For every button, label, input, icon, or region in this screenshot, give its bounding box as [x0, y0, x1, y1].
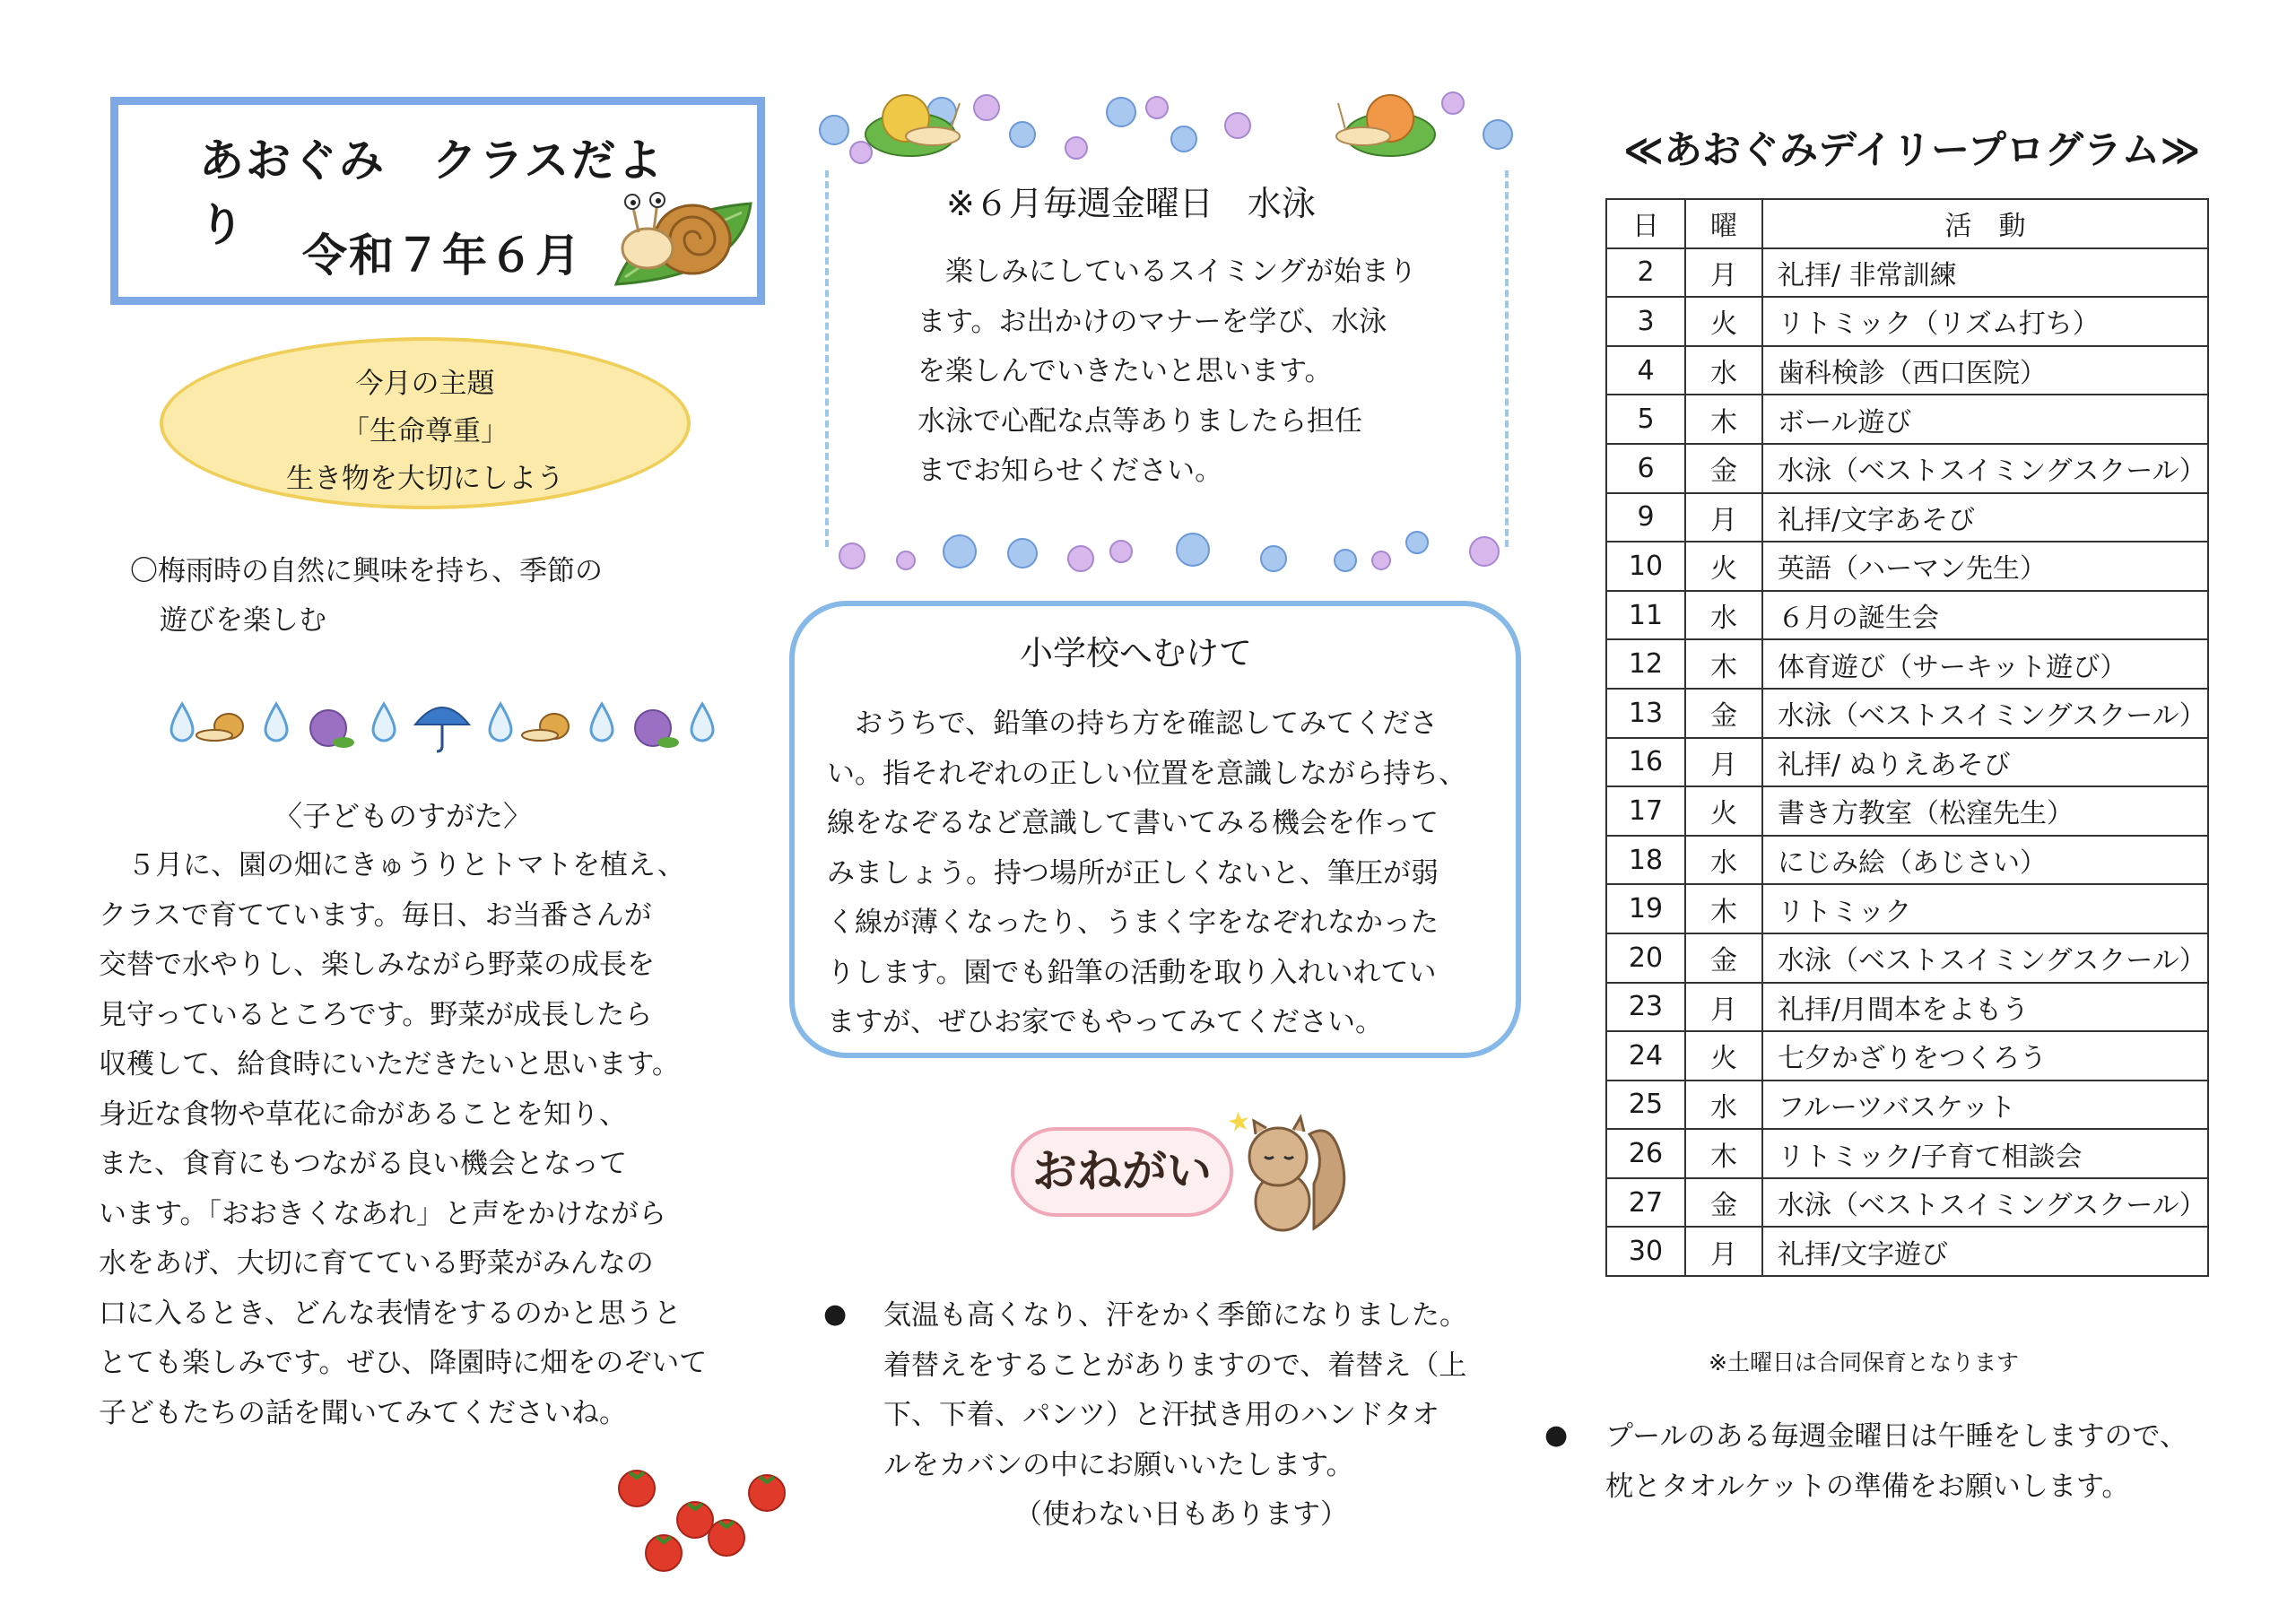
- paragraph-line: 着替えをすることがありますので、着替え（上: [883, 1349, 1467, 1382]
- row-activity: 礼拝/月間本をよもう: [1762, 983, 2208, 1032]
- row-weekday: 月: [1685, 493, 1762, 542]
- table-row: [1606, 1031, 2208, 1081]
- header-day: 日: [1606, 199, 1685, 248]
- row-day: 5: [1606, 395, 1685, 444]
- row-day: 3: [1606, 297, 1685, 346]
- paragraph-line: います。「おおきくなあれ」と声をかけながら: [99, 1197, 667, 1230]
- row-weekday: 金: [1685, 444, 1762, 493]
- row-weekday: 月: [1685, 248, 1762, 298]
- table-row: [1606, 786, 2208, 836]
- paragraph-line: ます。お出かけのマナーを学び、水泳: [918, 305, 1387, 338]
- row-day: 19: [1606, 884, 1685, 933]
- table-row: [1606, 1081, 2208, 1130]
- row-weekday: 火: [1685, 1031, 1762, 1081]
- table-row: [1606, 884, 2208, 933]
- raindrop-icon: [591, 704, 613, 741]
- table-row: [1606, 836, 2208, 885]
- row-activity: 礼拝/文字あそび: [1762, 493, 2208, 542]
- paragraph-line: 収穫して、給食時にいただきたいと思います。: [99, 1048, 680, 1081]
- row-weekday: 火: [1685, 786, 1762, 836]
- table-row: [1606, 248, 2208, 298]
- row-activity: リトミック（リズム打ち）: [1762, 297, 2208, 346]
- row-activity: にじみ絵（あじさい）: [1762, 836, 2208, 885]
- row-weekday: 金: [1685, 933, 1762, 983]
- row-day: 30: [1606, 1227, 1685, 1276]
- cherry-tomatoes-icon: [610, 1453, 798, 1587]
- swim-heading: ※６月毎週金曜日 水泳: [946, 184, 1316, 223]
- raindrop-icon: [373, 704, 395, 741]
- paragraph-line: 下、下着、パンツ）と汗拭き用のハンドタオ: [883, 1399, 1439, 1431]
- row-day: 9: [1606, 493, 1685, 542]
- schedule-title: ≪あおぐみデイリープログラム≫: [1623, 128, 2201, 173]
- row-day: 16: [1606, 738, 1685, 787]
- request-bullet: ●: [823, 1298, 848, 1330]
- paragraph-line: 枕とタオルケットの準備をお願いします。: [1605, 1470, 2130, 1503]
- request-paragraph: [883, 1291, 1467, 1541]
- row-activity: 歯科検診（西口医院）: [1762, 346, 2208, 395]
- paragraph-line: 線をなぞるなど意識して書いてみる機会を作って: [827, 807, 1439, 839]
- row-day: 24: [1606, 1031, 1685, 1081]
- paragraph-line: く線が薄くなったり、うまく字をなぞれなかった: [827, 907, 1439, 939]
- snail-icon: [522, 714, 569, 741]
- table-row: [1606, 542, 2208, 591]
- goal-line-1: 〇梅雨時の自然に興味を持ち、季節の: [130, 555, 603, 587]
- table-row: [1606, 983, 2208, 1032]
- umbrella-icon: [415, 707, 469, 751]
- paragraph-line: を楽しんでいきたいと思います。: [918, 355, 1333, 387]
- children-paragraph: [99, 841, 707, 1438]
- table-row: [1606, 1227, 2208, 1276]
- theme-heading: 今月の主題: [355, 368, 495, 400]
- saturday-note: ※土曜日は合同保育となります: [1709, 1350, 2019, 1376]
- row-weekday: 水: [1685, 836, 1762, 885]
- row-weekday: 火: [1685, 297, 1762, 346]
- row-day: 11: [1606, 591, 1685, 640]
- newsletter-date: 令和７年６月: [302, 230, 582, 282]
- paragraph-line: 気温も高くなり、汗をかく季節になりました。: [883, 1299, 1467, 1332]
- raindrop-icon: [691, 704, 713, 741]
- title-box: [110, 97, 765, 305]
- row-day: 26: [1606, 1129, 1685, 1178]
- paragraph-line: プールのある毎週金曜日は午睡をしますので、: [1605, 1420, 2187, 1453]
- paragraph-line: ますが、ぜひお家でもやってみてください。: [827, 1006, 1383, 1038]
- paragraph-line: 水泳で心配な点等ありましたら担任: [918, 404, 1362, 438]
- row-activity: 水泳（ベストスイミングスクール）: [1762, 1178, 2208, 1228]
- hydrangea-icon: [310, 710, 354, 748]
- paragraph-line: までお知らせください。: [918, 455, 1223, 487]
- row-weekday: 木: [1685, 1129, 1762, 1178]
- table-row: [1606, 493, 2208, 542]
- request-badge: おねがい: [1011, 1127, 1233, 1217]
- rain-decoration-row: [164, 690, 720, 753]
- paragraph-line: クラスで育てています。毎日、お当番さんが: [99, 898, 652, 932]
- row-weekday: 水: [1685, 591, 1762, 640]
- row-day: 10: [1606, 542, 1685, 591]
- row-day: 6: [1606, 444, 1685, 493]
- paragraph-line: 見守っているところです。野菜が成長したら: [99, 998, 653, 1031]
- row-day: 12: [1606, 639, 1685, 689]
- row-weekday: 水: [1685, 346, 1762, 395]
- paragraph-line: また、食育にもつながる良い機会となって: [99, 1148, 627, 1180]
- paragraph-line: りします。園でも鉛筆の活動を取り入れいれてい: [827, 956, 1437, 989]
- newsletter-title: あおぐみ クラスだより: [199, 135, 665, 251]
- row-activity: 水泳（ベストスイミングスクール）: [1762, 689, 2208, 738]
- table-row: [1606, 689, 2208, 738]
- table-row: [1606, 738, 2208, 787]
- row-activity: 書き方教室（松窪先生）: [1762, 786, 2208, 836]
- paragraph-line: 子どもたちの話を聞いてみてくださいね。: [99, 1396, 627, 1429]
- snail-on-leaf-icon: [607, 177, 760, 293]
- swim-paragraph: [918, 247, 1417, 497]
- table-row: [1606, 395, 2208, 444]
- schedule-table: [1605, 198, 2209, 1277]
- row-activity: ボール遊び: [1762, 395, 2208, 444]
- hydrangea-bottom-border: [825, 516, 1525, 587]
- table-row: [1606, 591, 2208, 640]
- snail-icon: [1336, 95, 1435, 156]
- goal-line-2: 遊びを楽しむ: [160, 604, 326, 637]
- paragraph-line: 交替で水やりし、楽しみながら野菜の成長を: [99, 949, 655, 981]
- hydrangea-icon: [635, 710, 679, 748]
- paragraph-line: 水をあげ、大切に育てている野菜がみんなの: [99, 1247, 654, 1280]
- sparkle-icon: [1229, 1112, 1248, 1132]
- row-weekday: 金: [1685, 1178, 1762, 1228]
- header-activity: 活 動: [1762, 199, 2208, 248]
- paragraph-line: みましょう。持つ場所が正しくないと、筆圧が弱: [827, 856, 1439, 890]
- row-day: 13: [1606, 689, 1685, 738]
- paragraph-line: （使わない日もあります）: [1014, 1498, 1348, 1531]
- row-activity: 英語（ハーマン先生）: [1762, 542, 2208, 591]
- pool-paragraph: [1605, 1412, 2187, 1512]
- table-row: [1606, 1178, 2208, 1228]
- row-weekday: 金: [1685, 689, 1762, 738]
- snail-icon: [196, 714, 243, 741]
- paragraph-line: 身近な食物や草花に命があることを知り、: [99, 1098, 627, 1131]
- row-activity: 水泳（ベストスイミングスクール）: [1762, 933, 2208, 983]
- row-weekday: 木: [1685, 395, 1762, 444]
- row-day: 23: [1606, 983, 1685, 1032]
- paragraph-line: 楽しみにしているスイミングが始まり: [918, 256, 1417, 288]
- row-activity: ６月の誕生会: [1762, 591, 2208, 640]
- row-activity: 礼拝/ ぬりえあそび: [1762, 738, 2208, 787]
- row-activity: 体育遊び（サーキット遊び）: [1762, 639, 2208, 689]
- theme-name: 「生命尊重」: [342, 415, 509, 447]
- row-day: 18: [1606, 836, 1685, 885]
- row-activity: 礼拝/文字遊び: [1762, 1227, 2208, 1276]
- row-activity: 礼拝/ 非常訓練: [1762, 248, 2208, 298]
- school-paragraph: [827, 699, 1466, 1048]
- row-weekday: 月: [1685, 738, 1762, 787]
- row-activity: リトミック/子育て相談会: [1762, 1129, 2208, 1178]
- table-row: [1606, 1129, 2208, 1178]
- row-weekday: 火: [1685, 542, 1762, 591]
- row-activity: フルーツバスケット: [1762, 1081, 2208, 1130]
- header-weekday: 曜: [1685, 199, 1762, 248]
- row-activity: 七夕かざりをつくろう: [1762, 1031, 2208, 1081]
- row-weekday: 木: [1685, 639, 1762, 689]
- row-weekday: 月: [1685, 1227, 1762, 1276]
- row-day: 2: [1606, 248, 1685, 298]
- table-row: [1606, 444, 2208, 493]
- raindrop-icon: [490, 704, 511, 741]
- raindrop-icon: [265, 704, 287, 741]
- paragraph-line: おうちで、鉛筆の持ち方を確認してみてくださ: [827, 707, 1439, 740]
- row-weekday: 月: [1685, 983, 1762, 1032]
- hydrangea-snail-top-border: [807, 72, 1525, 170]
- row-activity: 水泳（ベストスイミングスクール）: [1762, 444, 2208, 493]
- theme-subtitle: 生き物を大切にしよう: [286, 463, 564, 495]
- pool-bullet: ●: [1544, 1419, 1569, 1451]
- raindrop-icon: [171, 704, 193, 741]
- paragraph-line: とても楽しみです。ぜひ、降園時に畑をのぞいて: [99, 1347, 708, 1379]
- table-row: [1606, 933, 2208, 983]
- row-day: 4: [1606, 346, 1685, 395]
- row-day: 27: [1606, 1178, 1685, 1228]
- school-heading: 小学校へむけて: [1020, 634, 1252, 673]
- paragraph-line: 口に入るとき、どんな表情をするのかと思うと: [99, 1297, 682, 1330]
- table-header-row: [1606, 199, 2208, 248]
- children-heading: 〈子どものすがた〉: [274, 799, 533, 833]
- table-row: [1606, 639, 2208, 689]
- row-day: 20: [1606, 933, 1685, 983]
- table-row: [1606, 346, 2208, 395]
- row-activity: リトミック: [1762, 884, 2208, 933]
- row-day: 25: [1606, 1081, 1685, 1130]
- paragraph-line: ルをカバンの中にお願いいたします。: [883, 1448, 1354, 1481]
- table-row: [1606, 297, 2208, 346]
- row-day: 17: [1606, 786, 1685, 836]
- theme-ellipse: [160, 337, 691, 509]
- row-weekday: 水: [1685, 1081, 1762, 1130]
- paragraph-line: い。指それぞれの正しい位置を意識しながら持ち、: [827, 757, 1466, 790]
- row-weekday: 木: [1685, 884, 1762, 933]
- paragraph-line: ５月に、園の畑にきゅうりとトマトを植え、: [127, 849, 685, 881]
- squirrel-icon: [1229, 1103, 1354, 1237]
